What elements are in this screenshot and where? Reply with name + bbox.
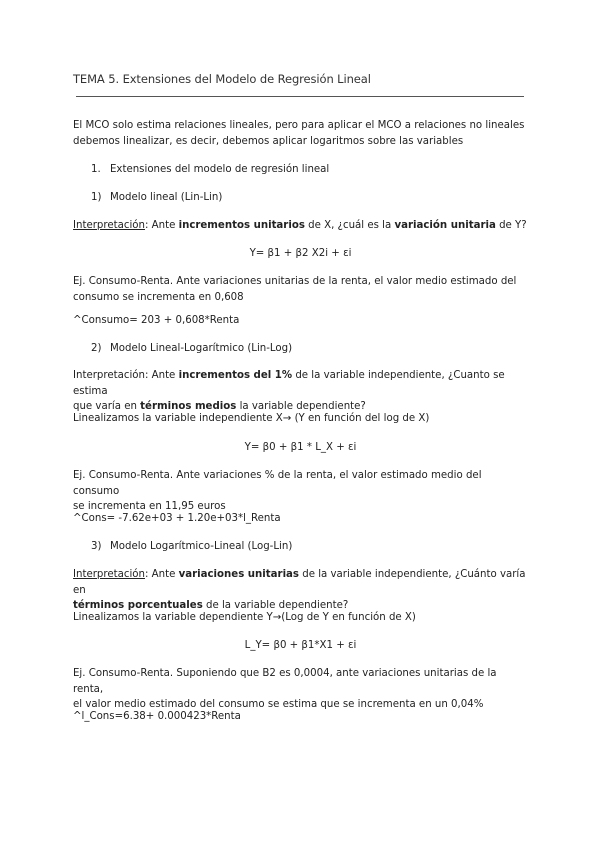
sec3-example-line-1: Ej. Consumo-Renta. Suponiendo que B2 es 0,0004, ante variaciones unitarias de la renta, (73, 668, 497, 695)
sec3-number: 3) (91, 541, 102, 552)
sec1-interpretation (73, 218, 528, 234)
sec2-formula: Y= β0 + β1 * L_X + εi (244, 442, 357, 453)
sec2-interp-text-a: Interpretación: Ante (73, 370, 179, 381)
sec2-interp-text-d: que varía en (73, 401, 141, 412)
sec1-interp-text-c: de X, ¿cuál es la (304, 220, 395, 231)
sec3-interpretation (73, 567, 528, 614)
sec3-interp-text-a: : Ante (144, 569, 179, 580)
sec2-interp-text-f: la variable dependiente? (236, 401, 366, 412)
sec2-interp-bold-b: incrementos del 1% (178, 370, 293, 381)
sec1-interp-bold-d: variación unitaria (394, 220, 496, 231)
list-number-1: 1. (91, 164, 101, 175)
list-item-extensions: Extensiones del modelo de regresión lineal (110, 164, 330, 175)
sec3-example-line-2: el valor medio estimado del consumo se estima que se incrementa en un 0,04% (73, 699, 484, 710)
sec2-example-line-1: Ej. Consumo-Renta. Ante variaciones % de la renta, el valor estimado medio del consumo (73, 470, 482, 497)
sec2-example-line-2: se incrementa en 11,95 euros (73, 501, 226, 512)
sec1-estimate: ^Consumo= 203 + 0,608*Renta (73, 315, 240, 326)
sec2-linearize: Linealizamos la variable independiente X→ (Y en función del log de X) (73, 413, 430, 424)
sec3-linearize: Linealizamos la variable dependiente Y→(Log de Y en función de X) (73, 612, 416, 623)
sec2-interp-bold-e: términos medios (140, 401, 237, 412)
sec2-interp-text-c: de la variable independiente, ¿Cuanto se estima (73, 370, 505, 397)
sec2-number: 2) (91, 343, 102, 354)
intro-paragraph (73, 118, 528, 149)
sec2-estimate: ^Cons= -7.62e+03 + 1.20e+03*l_Renta (73, 513, 281, 524)
sec1-example (73, 274, 528, 305)
title-divider (76, 96, 524, 97)
sec3-example (73, 666, 528, 713)
sec1-example-line-2: consumo se incrementa en 0,608 (73, 291, 244, 303)
sec2-interpretation (73, 368, 528, 415)
intro-line-1: El MCO solo estima relaciones lineales, pero para aplicar el MCO a relaciones no lineales (73, 120, 525, 131)
sec2-example (73, 468, 528, 515)
intro-line-2: debemos linealizar, es decir, debemos aplicar logaritmos sobre las variables (73, 135, 464, 147)
sec3-interp-text-c: de la variable independiente, ¿Cuánto varía en (73, 569, 526, 596)
sec3-estimate: ^l_Cons=6.38+ 0.000423*Renta (73, 711, 241, 722)
sec1-number: 1) (91, 192, 102, 203)
sec1-formula: Y= β1 + β2 X2i + εi (249, 248, 352, 259)
sec3-interp-bold-b: variaciones unitarias (178, 569, 299, 580)
sec1-heading: Modelo lineal (Lin-Lin) (110, 192, 223, 203)
sec3-interp-label: Interpretación (73, 569, 145, 580)
sec1-example-line-1: Ej. Consumo-Renta. Ante variaciones unitarias de la renta, el valor medio estimado del (73, 276, 517, 287)
sec1-interp-label: Interpretación (73, 220, 145, 231)
sec1-interp-text-a: : Ante (144, 220, 179, 231)
sec3-interp-text-e: de la variable dependiente? (202, 600, 349, 611)
sec1-interp-text-e: de Y? (495, 220, 527, 231)
sec1-interp-bold-b: incrementos unitarios (178, 220, 305, 231)
sec2-heading: Modelo Lineal-Logarítmico (Lin-Log) (110, 343, 293, 354)
page-title: TEMA 5. Extensiones del Modelo de Regresión Lineal (73, 72, 371, 86)
sec3-interp-bold-d: términos porcentuales (73, 600, 203, 611)
sec3-formula: L_Y= β0 + β1*X1 + εi (244, 640, 357, 651)
sec3-heading: Modelo Logarítmico-Lineal (Log-Lin) (110, 541, 293, 552)
